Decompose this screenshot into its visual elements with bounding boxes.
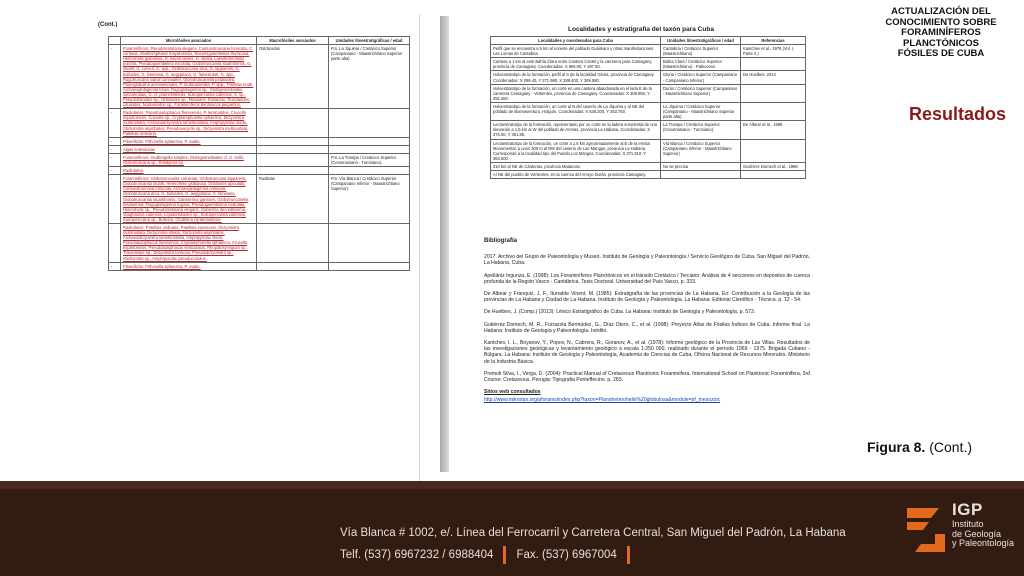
table-cell-loc: Holoestratotipo de la formación, perfil al S de la localidad Gloria, provincia de Camagüey. Coordenadas: X 299.40, Y 271.980, X 289.400, Y 269.580. [491, 71, 661, 84]
igp-logo-line: y Paleontología [952, 538, 1015, 548]
table-cell-micro: Radiolarios: Patellula ordinaria, Patellula euessceei, Dictyomitra multicostata, Dictyomitra striata, Stichomitra asymbatos, Archaeodictyomitra lamellicostata, Amphipyndax stocki, Pseudoaulophacus floresensis, Cryptamphorella sphaerica, Crucella espartoensis, Pseudoaulophacus lenticulatus, Rhopalosyringium sp., Theocampe sp., Dictyomitra formosa, Pseudodictyomitra sp., Stichomitra sp., Amphipyndax pseudoconulus. [121, 224, 257, 263]
slide-title-line: FORAMINÍFEROS [901, 27, 981, 38]
table-cell-unit: La Trampa / Cretácico Superior (Cenomaniano - Turoniano). [661, 121, 741, 139]
table-cell-ref [741, 139, 806, 162]
microfossil-table [108, 36, 410, 271]
table-cell-marker: - [109, 137, 121, 145]
table-row [491, 121, 806, 139]
table-cell-marker: - [109, 175, 121, 224]
table-cell-loc: Lectoestratotipo de la formación, un corte a 1,5 km aproximadamente al E de la ermita Monumental, a unos 300 m al NW del caserío de Las Mangas, provincia La Habana. Corresponde a la localidad tipo del Pueblo Los Mangos. Coordenadas: X 371.910, Y 363.500. [491, 139, 661, 162]
table-cell-unit: Gloria / Cretácico Superior (Campaniano - Campaniano Inferior) [661, 71, 741, 84]
bibliography-entry: Premoli Silva, I., Verga, D. (2004): Practical Manual of Cretaceous Planktonic Foraminifera. International School on Planktonic Foraminifera, 3rd Course: Cretaceous. Perugia: Tipografia Ponteffecino. p. 283. [484, 370, 810, 384]
table-cell-ref [741, 102, 806, 120]
table-cell-unit [329, 224, 410, 263]
table-header-units: Unidades litoestratigráficas / edad [661, 37, 741, 45]
table-cell-marker: - [109, 167, 121, 175]
bibliography-entry: De Albear y Franquiz, J. F., Iturralde Vinent, M. (1985): Estratigrafía de las provincias de La Habana. En: Contribución a la Geología de las provincias de La Habana y Ciudad de La Habana. Instituto de Geología y Paleontología. La Habana: Editorial Científico - Técnica. p. 12 - 54. [484, 291, 810, 304]
table-cell-loc: Lectoestratotipo de la formación, representado por un corte en la ladera suroriental de una elevación a 1,5 km al W del poblado de Arenas, provincia La Habana. Coordenadas: X 376.00, Y 361.85. [491, 121, 661, 139]
bibliography-list [484, 254, 810, 383]
cont-label: (Cont.) [98, 22, 118, 28]
table-cell-macro [257, 262, 329, 270]
footer-phone: Telf. (537) 6967232 / 6988404 [340, 549, 494, 562]
figure-caption-text: (Cont.) [929, 439, 972, 455]
footer-bar [0, 481, 1024, 576]
table-cell-ref: Kantchev et al., 1978 (Vol. I, Parte 2.) [741, 45, 806, 58]
table-cell-micro: Pitonélidos: Pithonella sphaerica, P. ovalis. [121, 137, 257, 145]
table-header-micro: Microfósiles asociados [121, 37, 257, 45]
table-cell-unit: Cantabria / Cretácico Superior (Maastrichtiano) [661, 45, 741, 58]
igp-logo-name [952, 520, 1014, 549]
table-cell-unit: Vía Blanca / Cretácico Superior (Campaniano Inferior - Maastrichtiano Superior) [661, 139, 741, 162]
table-cell-micro: Foraminíferos: Pseudotextularia elegans, Contusotruncana fornicata, C. contusa, Abathomphalus mayaroensis, Racemiguembelina fructicosa, Heterohelix globulosa, H. navarroensis, H. striata, Laeviheterohelix pulchra, Pseudoguembelina excolata, Globotruncanita stuartiformis, G. stuarti, G. conica, G. spp., Globotruncana arca, G. lapparenti, G. bulloides, G. linneiana, G. aegyptiaca, G. falsostuarti, G. spp., Rugotruncana subcircumnodifer, Globotruncanella petaloidea, Planoglobulina acervulinoides, P. multicamerata, P. spp., Trinitella scotti, Archaeoglobigerina blowi, Rugoglobigerina sp., Globigerinelloides subcarinatus, G. cf. prairiehillensis, Sulcoperculina cubensis, S. sp., Pseudorbitoides sp., Orbitoides sp., Miliolidos, Rotalidos, Textularidos, Lituolidos, Nodosaridos sp., Foraminíferos bentónicos pequeños. [121, 45, 257, 109]
bibliography-entry: De Huelbes, J. (Comp.) (2013): Léxico Estratigráfico de Cuba. La Habana: Instituto de Geología y Paleontología. p. 573. [484, 309, 756, 316]
table-row [491, 170, 806, 178]
table-cell-ref [741, 58, 806, 71]
table-cell-micro: Radiolarios: Pseudoaulophacus floresensis, P. lenticulatus, Crucella espartoensis, Crucella sp., Cryptamphorella sphaerica, Dictyomitra multicostata, Archaeodictyomitra lamellicostata, Amphipyndax stocki, Stichomitra asymbatos, Pseudoeucyrtis sp., Dictyomitra multicostata, Patellula ordinaria. [121, 109, 257, 137]
table-cell-macro: Rudistas [257, 175, 329, 224]
table-row [109, 262, 410, 270]
table-row [109, 145, 410, 153]
table-cell-marker: - [109, 224, 121, 263]
bibliography-entry: 2017. Archivo del Grupo de Paleontología y Museo. Instituto de Geología y Paleontología / Servicio Geológico de Cuba. San Miguel del Padrón, La Habana, Cuba. [484, 254, 810, 267]
page-divider-shadow [440, 16, 449, 472]
table-cell-loc: Holoestratotipo de la formación, un corte al N del caserío de La Jíquima y al NE del poblado de Buenaventura, Holguín. Coordenadas: X 636.200, Y 263.750. [491, 102, 661, 120]
igp-logo-line: de Geología [952, 528, 1002, 539]
table-cell-macro [257, 145, 329, 153]
table-cell-marker: - [109, 45, 121, 109]
table-row [109, 224, 410, 263]
bibliography-section [484, 238, 810, 404]
bibliography-entry: Apellániz Ingunza, E. (1998): Los Foraminíferos Planctónicos en el tránsito Cretácico / Terciario: Análisis de 4 secciones en depósitos de cuenca profunda de la Región Vasco - Cantábrica. Tesis Doctoral. Universidad del País Vasco, p. 333. [484, 272, 810, 285]
table-cell-marker: - [109, 145, 121, 153]
table-row [491, 84, 806, 102]
table-cell-unit: Durán / Cretácico Superior (Campaniano - Maastrichtiano Superior) [661, 84, 741, 102]
table-cell-unit [329, 167, 410, 175]
table-row [491, 45, 806, 58]
table-cell-macro [257, 137, 329, 145]
table-cell-marker: - [109, 262, 121, 270]
section-heading: Resultados [908, 104, 1006, 124]
bibliography-title: Bibliografía [484, 238, 518, 244]
table-cell-ref [741, 84, 806, 102]
slide-title-line: CONOCIMIENTO SOBRE [885, 16, 997, 28]
site-link[interactable]: http://www.mikrotax.org/pforams/index.php?taxon=Planoheterohelix%20globulosa&module=pf_mesozoic [484, 397, 721, 404]
table-cell-macro: Ostrácodos [257, 45, 329, 109]
table-cell-loc: Al NE del pueblo de Vertientes, en la cuenca del Arroyo Durán, provincia Camagüey. [491, 170, 661, 178]
table-cell-ref: De Albear et al., 1988 [741, 121, 806, 139]
table-row [109, 175, 410, 224]
table-cell-unit [329, 145, 410, 153]
figure-label: Figura 8. [866, 439, 926, 455]
table-cell-micro: Foraminíferos: Globotruncanita calcarata, Globotruncana lapparenti, Globotruncanita stuarti, Heterohelix globulosa, Orbitoides apiculata, Contusotruncana fornicata, Archaeoglobigerina cretacea, Globotruncana arca, G. bulloides, G. aegyptiaca, G. linneiana, Globotruncanita stuartiformis, Gansserina gansseri, Globotruncanella havanensis, Rugoglobigerina rugosa, Pseudoguembelina costulata, Heterohelix sp., Pseudotextularia elegans, Gublerina decoratissima, Vaughanina cubensis, Lepidorbitoides sp., Sulcoperculina cubensis, Sulcoperculina sp., Bolivina, Chubbina cardenasensis. [121, 175, 257, 224]
table-row [491, 71, 806, 84]
table-cell-unit: La Jíquima / Cretácico Superior (Campaniano - Maastrichtiano Superior parte alta) [661, 102, 741, 120]
localities-table [490, 36, 806, 179]
slide-title-line: FÓSILES DE CUBA [897, 48, 985, 59]
table-cell-ref: Gutiérrez Domech et al., 1998 [741, 162, 806, 170]
table-row [491, 58, 806, 71]
table-cell-macro [257, 109, 329, 137]
table-header-spacer [109, 37, 121, 45]
table-row [491, 102, 806, 120]
figure-caption [867, 439, 972, 455]
table-cell-loc: Cantera a 1 km al este Bahía Clara entre Cantera Cantel y la carretera para Camagüey, provincia de Camagüey. Coordenadas: X 806.00, Y 287.50. [491, 58, 661, 71]
table-row [491, 139, 806, 162]
bibliography-entry: Kantchev, I. L., Boyanov, Y., Popov, N., Cabrera, R., Goranov, A., et al. (1978): Informe geológico de la Provincia de Las Villas. Resultados de las investigaciones geológicas y levantamiento geológico a escala 1:250 000, realizado durante el período 1969 - 1975. Brigada Cubano - Búlgara. La Habana: Instituto de Geología y Paleontología, Academia de Ciencias de Cuba, Oficina Nacional de Recursos Minerales. Ministerio de la Industria Básica. [484, 340, 810, 365]
table-cell-unit: No se precisa [661, 162, 741, 170]
table-row [109, 109, 410, 137]
footer-fax: Fax. (537) 6967004 [516, 549, 617, 562]
table-cell-micro: Radiolarios [121, 167, 257, 175]
footer-contacts [340, 546, 640, 564]
table-row [109, 45, 410, 109]
footer-address: Vía Blanca # 1002, e/. Línea del Ferrocarril y Carretera Central, San Miguel del Padrón, La Habana [340, 527, 846, 539]
table-cell-macro [257, 153, 329, 166]
table-cell-micro: Foraminíferos: Hedbergella simplex, Globigerinelloides cf. G. bollii, Globotruncana sp., Rotalipora sp. [121, 153, 257, 166]
table-cell-micro: Algas solenáceas [121, 145, 257, 153]
document-page-right [480, 14, 814, 484]
table-cell-unit [329, 109, 410, 137]
slide-title-line: ACTUALIZACIÓN DEL [891, 6, 991, 17]
table-header-unit: Unidades litoestratigráficas / edad [329, 37, 410, 45]
footer-separator [503, 546, 506, 564]
table-row [491, 162, 806, 170]
footer-top-band [0, 481, 1024, 489]
bibliography-entry: Gutiérrez Domech, M. R., Furrazola Bermúdez, G., Díaz Otero, C., et al. (1998): Proyecto Atlas de Fósiles Índices de Cuba. Informe final. La Habana: Instituto de Geología y Paleontología. Inédito. [484, 321, 810, 334]
table-cell-unit [661, 170, 741, 178]
sites-title: Sitios web consultados [484, 389, 541, 396]
table-cell-unit [329, 262, 410, 270]
table-cell-unit [329, 137, 410, 145]
table-cell-unit: Fm. La Jíquima / Cretácico Superior (Campaniano - Maastrichtiano Superior parte alta) [329, 45, 410, 109]
table-header-references: Referencias [741, 37, 806, 45]
table-cell-unit: Fm. La Trampa / Cretácico Superior (Cenomaniano - Turoniano). [329, 153, 410, 166]
igp-logo-line: Instituto [952, 519, 984, 529]
table-row [109, 137, 410, 145]
table-cell-unit: Fm. Vía Blanca / Cretácico Superior (Campaniano Inferior - Maastrichtiano Superior). [329, 175, 410, 224]
table-row [109, 167, 410, 175]
table-cell-macro [257, 167, 329, 175]
document-page-left [96, 14, 420, 484]
table-cell-micro: Pitonélidos: Pithonella sphaerica, P. ovalis. [121, 262, 257, 270]
table-header-macro: Macrofósiles asociados [257, 37, 329, 45]
table-header-localities: Localidades y coordenadas para Cuba [491, 37, 661, 45]
slide-title [876, 7, 1006, 60]
footer-separator [627, 546, 630, 564]
table-cell-loc: Perfil que se encuentra a 5 km al noreste del poblado Guáimaro y otras manifestaciones Las Lomas de Cantabria. [491, 45, 661, 58]
table-cell-macro [257, 224, 329, 263]
table-cell-marker: - [109, 153, 121, 166]
igp-logo-abbr: IGP [952, 500, 983, 519]
table-cell-loc: Holoestratotipo de la formación, un corte en una cantera abandonada en el lado E de la carretera Camagüey - Vertientes, provincia de Camagüey. Coordenadas: X 309.850, Y 291.260. [491, 84, 661, 102]
table-cell-marker: - [109, 109, 121, 137]
localities-title: Localidades y estratigrafía del taxón para Cuba [568, 26, 714, 33]
table-cell-ref: De Huelbes, 2013 [741, 71, 806, 84]
table-cell-loc: 310 km al NE de Cárdenas, provincia Matanzas. [491, 162, 661, 170]
table-cell-unit: Bahía Clara / Cretácico Superior (Maastrichtiano) - Paleoceno [661, 58, 741, 71]
igp-logo-icon [905, 504, 949, 554]
table-row [109, 153, 410, 166]
table-cell-ref [741, 170, 806, 178]
slide-title-line: PLANCTÓNICOS [903, 37, 979, 49]
